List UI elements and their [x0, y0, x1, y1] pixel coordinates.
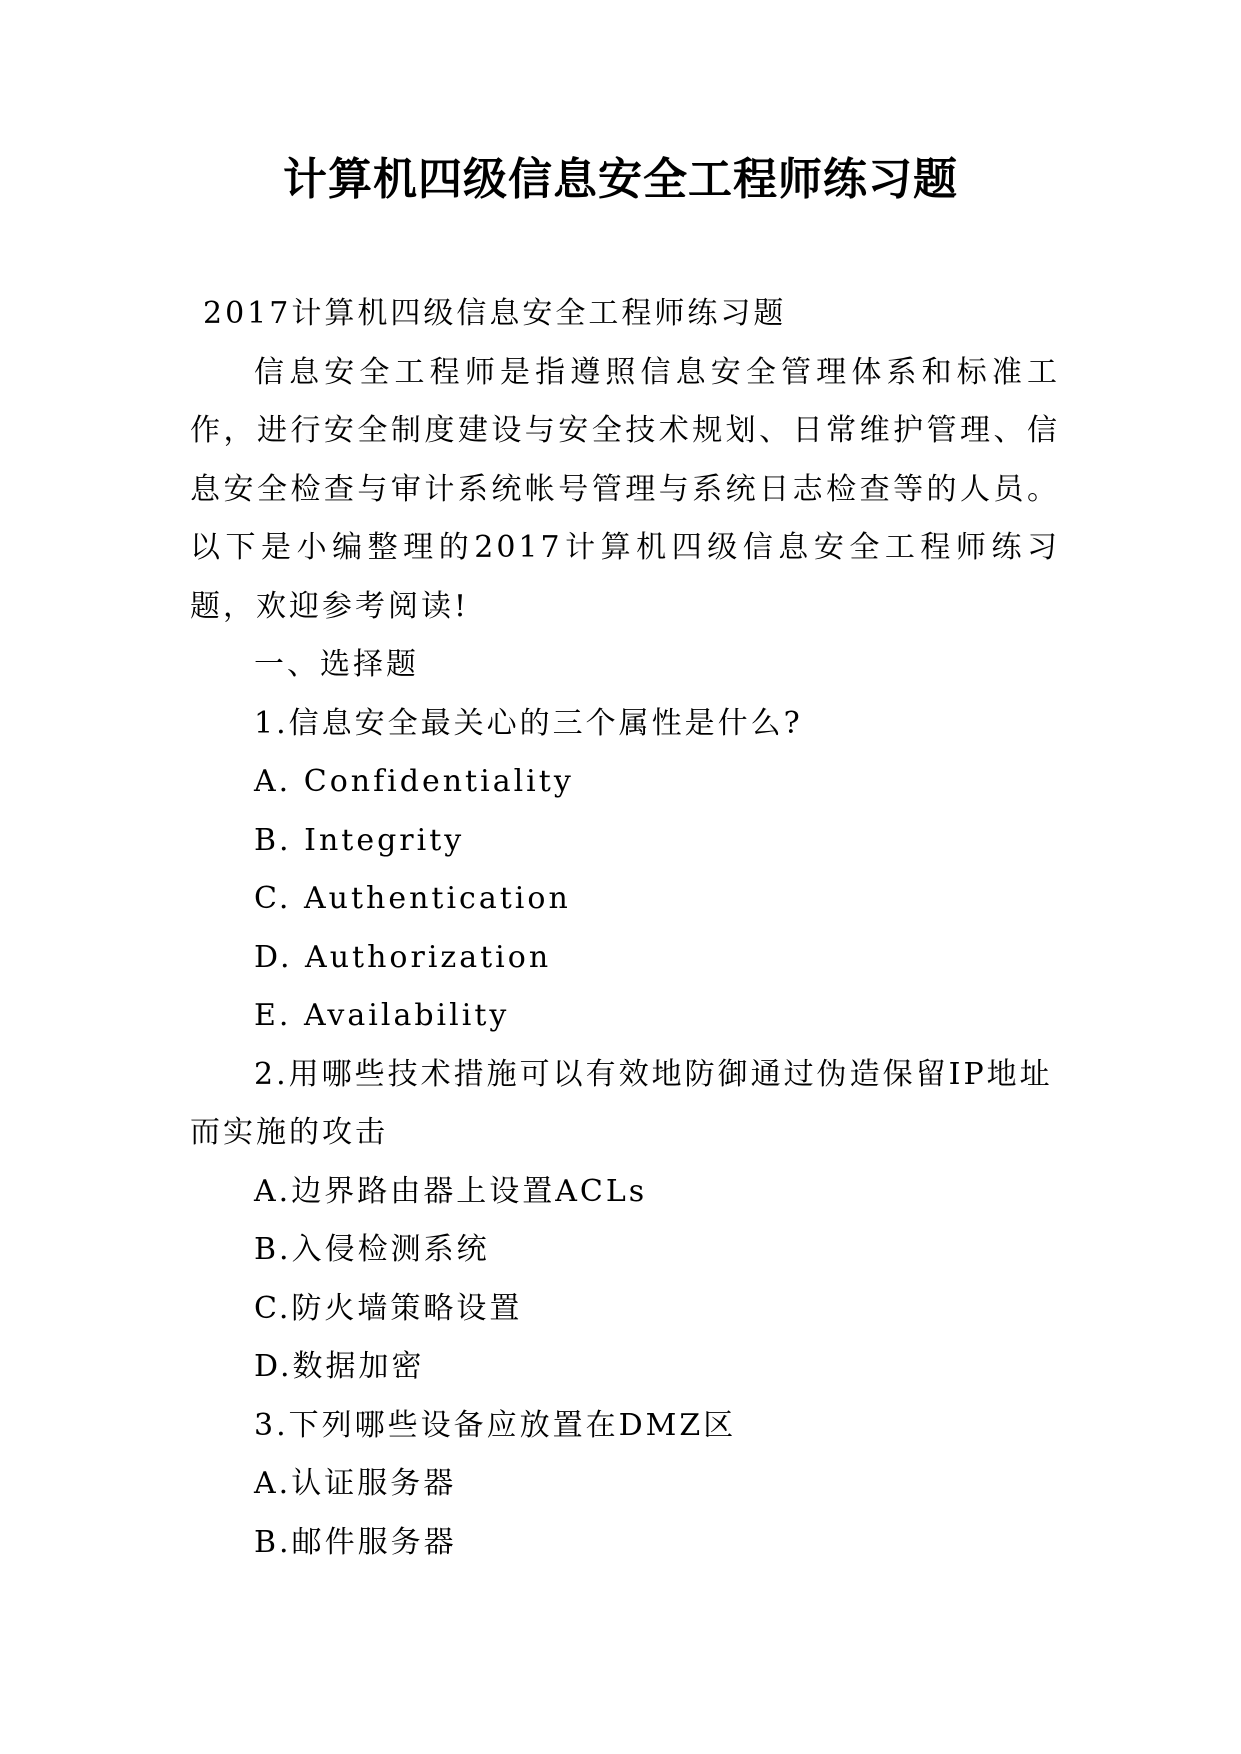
- question-1-option-e: E. Availability: [254, 998, 510, 1033]
- question-2-option-c: C.防火墙策略设置: [254, 1290, 523, 1326]
- question-3-option-b: B.邮件服务器: [254, 1524, 457, 1560]
- question-1-option-b: B. Integrity: [254, 822, 465, 858]
- question-1-option-a: A. Confidentiality: [254, 764, 574, 799]
- question-2-option-d: D.数据加密: [254, 1349, 425, 1384]
- question-2: 2.用哪些技术措施可以有效地防御通过伪造保留IP地址而实施的攻击: [190, 1056, 1053, 1150]
- question-2-option-a: A.边界路由器上设置ACLs: [254, 1173, 648, 1209]
- question-3-option-a: A.认证服务器: [254, 1466, 457, 1501]
- document-body: [190, 285, 1060, 1572]
- subtitle: 2017计算机四级信息安全工程师练习题: [203, 296, 787, 331]
- question-1: 1.信息安全最关心的三个属性是什么?: [254, 705, 803, 741]
- question-1-option-c: C. Authentication: [254, 881, 571, 916]
- question-1-option-d: D. Authorization: [254, 939, 552, 975]
- question-3: 3.下列哪些设备应放置在DMZ区: [254, 1407, 737, 1443]
- intro-paragraph: 信息安全工程师是指遵照信息安全管理体系和标准工作，进行安全制度建设与安全技术规划、日常维护管理、信息安全检查与审计系统帐号管理与系统日志检查等的人员。以下是小编整理的2017计算机四级信息安全工程师练习题，欢迎参考阅读!: [190, 354, 1060, 624]
- page-title: 计算机四级信息安全工程师练习题: [283, 154, 958, 205]
- question-2-option-b: B.入侵检测系统: [254, 1232, 490, 1267]
- section-heading: 一、选择题: [254, 647, 419, 682]
